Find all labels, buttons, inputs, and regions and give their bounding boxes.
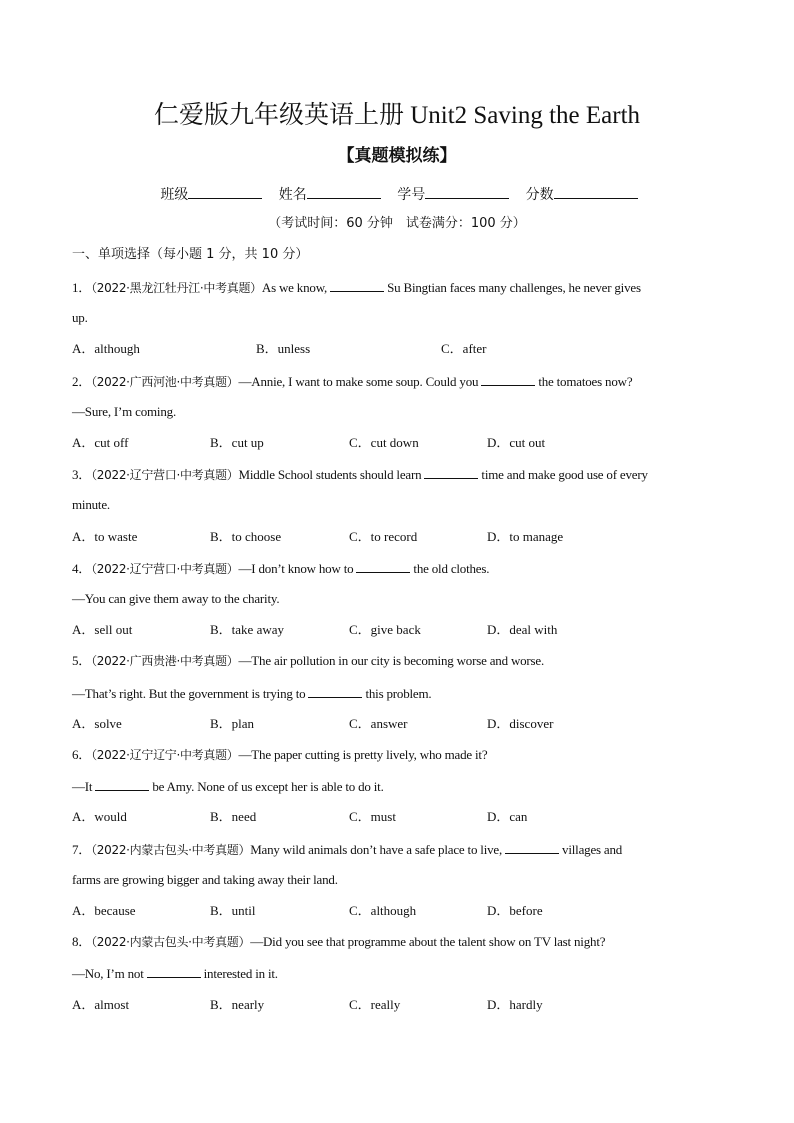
question-1-stem: 1．（2022·黑龙江牡丹江·中考真题）As we know, Su Bingtian faces many challenges, he never gives: [72, 277, 641, 298]
question-2-option-d[interactable]: D．cut out: [487, 435, 546, 450]
answer-blank[interactable]: [95, 776, 149, 791]
question-2-option-c[interactable]: C．cut down: [349, 435, 419, 450]
question-8-stem: 8．（2022·内蒙古包头·中考真题）—Did you see that programme about the talent show on TV last night?: [72, 934, 606, 949]
question-2-option-a[interactable]: A．cut off: [72, 435, 129, 450]
question-7-stem-cont: farms are growing bigger and taking away their land.: [72, 872, 338, 887]
question-3-stem-cont: minute.: [72, 497, 110, 512]
question-source: （2022·内蒙古包头·中考真题）: [91, 843, 251, 857]
score-label: 分数: [525, 187, 554, 203]
exam-info: （考试时间：60 分钟 试卷满分：100 分）: [268, 216, 526, 231]
question-5-option-d[interactable]: D．discover: [487, 716, 554, 731]
question-7-stem: 7．（2022·内蒙古包头·中考真题）Many wild animals don’t have a safe place to live, villages and: [72, 839, 622, 860]
section-title: 一、单项选择（每小题 1 分，共 10 分）: [72, 247, 309, 262]
answer-blank[interactable]: [356, 558, 410, 573]
question-5-option-c[interactable]: C．answer: [349, 716, 408, 731]
question-source: （2022·广西河池·中考真题）: [91, 375, 239, 389]
question-4-option-d[interactable]: D．deal with: [487, 622, 558, 637]
question-5-stem: 5．（2022·广西贵港·中考真题）—The air pollution in our city is becoming worse and worse.: [72, 653, 545, 668]
question-source: （2022·内蒙古包头·中考真题）: [91, 935, 251, 949]
question-6-option-d[interactable]: D．can: [487, 809, 528, 824]
student-info-row: [0, 183, 794, 206]
question-4-stem-cont: —You can give them away to the charity.: [72, 591, 280, 606]
name-field[interactable]: [307, 183, 381, 199]
answer-blank[interactable]: [308, 683, 362, 698]
question-8-stem-cont: —No, I’m not interested in it.: [72, 963, 278, 984]
question-6-option-b[interactable]: B．need: [210, 809, 257, 824]
question-8-option-c[interactable]: C．really: [349, 997, 401, 1012]
question-6-stem: 6．（2022·辽宁辽宁·中考真题）—The paper cutting is pretty lively, who made it?: [72, 747, 488, 762]
class-field[interactable]: [188, 183, 262, 199]
question-5-option-a[interactable]: A．solve: [72, 716, 122, 731]
question-5-option-b[interactable]: B．plan: [210, 716, 255, 731]
question-6-stem-cont: —It be Amy. None of us except her is able to do it.: [72, 776, 384, 797]
answer-blank[interactable]: [481, 371, 535, 386]
question-2-stem-cont: —Sure, I’m coming.: [72, 404, 176, 419]
question-1-option-b[interactable]: B．unless: [256, 341, 311, 356]
answer-blank[interactable]: [330, 277, 384, 292]
question-3-option-a[interactable]: A．to waste: [72, 529, 138, 544]
question-6-option-a[interactable]: A．would: [72, 809, 127, 824]
answer-blank[interactable]: [424, 464, 478, 479]
question-5-stem-cont: —That’s right. But the government is trying to this problem.: [72, 683, 431, 704]
question-2-option-b[interactable]: B．cut up: [210, 435, 264, 450]
question-2-stem: 2．（2022·广西河池·中考真题）—Annie, I want to make some soup. Could you the tomatoes now?: [72, 371, 632, 392]
question-1-option-a[interactable]: A．although: [72, 341, 140, 356]
question-4-stem: 4．（2022·辽宁营口·中考真题）—I don’t know how to the old clothes.: [72, 558, 489, 579]
student-number-label: 学号: [397, 187, 426, 203]
question-1-option-c[interactable]: C．after: [441, 341, 487, 356]
answer-blank[interactable]: [147, 963, 201, 978]
question-7-option-c[interactable]: C．although: [349, 903, 417, 918]
question-3-option-d[interactable]: D．to manage: [487, 529, 564, 544]
student-number-field[interactable]: [425, 183, 509, 199]
question-7-option-a[interactable]: A．because: [72, 903, 136, 918]
question-source: （2022·辽宁营口·中考真题）: [91, 468, 239, 482]
class-label: 班级: [160, 187, 189, 203]
score-field[interactable]: [554, 183, 638, 199]
name-label: 姓名: [278, 187, 307, 203]
question-3-stem: 3．（2022·辽宁营口·中考真题）Middle School students should learn time and make good use of every: [72, 464, 648, 485]
question-6-option-c[interactable]: C．must: [349, 809, 396, 824]
question-source: （2022·辽宁营口·中考真题）: [91, 562, 239, 576]
question-7-option-d[interactable]: D．before: [487, 903, 543, 918]
page-subtitle: 【真题模拟练】: [337, 146, 457, 166]
question-1-stem-cont: up.: [72, 310, 88, 325]
question-7-option-b[interactable]: B．until: [210, 903, 256, 918]
question-4-option-a[interactable]: A．sell out: [72, 622, 133, 637]
question-8-option-b[interactable]: B．nearly: [210, 997, 265, 1012]
question-source: （2022·黑龙江牡丹江·中考真题）: [91, 281, 262, 295]
question-3-option-c[interactable]: C．to record: [349, 529, 418, 544]
page-title: 仁爱版九年级英语上册 Unit2 Saving the Earth: [153, 102, 641, 129]
question-4-option-b[interactable]: B．take away: [210, 622, 285, 637]
question-source: （2022·广西贵港·中考真题）: [91, 654, 239, 668]
question-8-option-d[interactable]: D．hardly: [487, 997, 543, 1012]
question-3-option-b[interactable]: B．to choose: [210, 529, 282, 544]
question-4-option-c[interactable]: C．give back: [349, 622, 421, 637]
question-source: （2022·辽宁辽宁·中考真题）: [91, 748, 239, 762]
answer-blank[interactable]: [505, 839, 559, 854]
question-8-option-a[interactable]: A．almost: [72, 997, 130, 1012]
